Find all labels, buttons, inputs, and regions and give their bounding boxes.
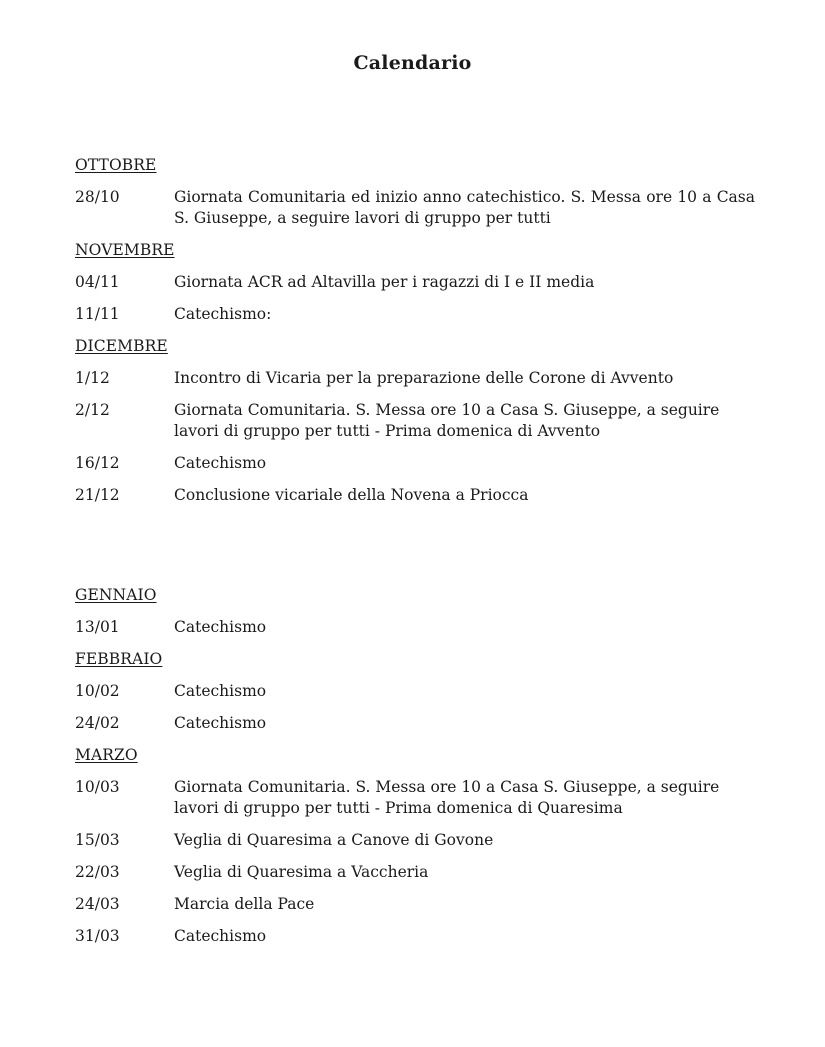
event-row (75, 830, 755, 851)
event-date: 2/12 (75, 401, 110, 419)
month-heading-dicembre: DICEMBRE (75, 337, 168, 355)
event-date: 04/11 (75, 273, 120, 291)
event-description: Catechismo (174, 618, 267, 636)
event-row (75, 777, 755, 819)
event-date: 24/02 (75, 714, 120, 732)
event-date: 11/11 (75, 305, 120, 323)
event-date: 13/01 (75, 618, 120, 636)
event-description: Giornata Comunitaria. S. Messa ore 10 a Casa S. Giuseppe, a seguire lavori di gruppo per tutti - Prima domenica di Avvento (174, 401, 720, 440)
event-date: 1/12 (75, 369, 110, 387)
event-description: Giornata Comunitaria ed inizio anno catechistico. S. Messa ore 10 a Casa S. Giuseppe, a seguire lavori di gruppo per tutti (174, 188, 755, 227)
event-description: Catechismo (174, 714, 267, 732)
event-description: Catechismo (174, 682, 267, 700)
event-row (75, 272, 755, 293)
event-description: Veglia di Quaresima a Vaccheria (174, 863, 429, 881)
month-heading-febbraio: FEBBRAIO (75, 650, 163, 668)
month-heading-ottobre: OTTOBRE (75, 156, 157, 174)
event-date: 10/03 (75, 778, 120, 796)
event-row (75, 894, 755, 915)
event-row (75, 713, 755, 734)
event-row (75, 485, 755, 506)
event-row (75, 400, 755, 442)
event-description: Giornata ACR ad Altavilla per i ragazzi di I e II media (174, 273, 595, 291)
event-date: 22/03 (75, 863, 120, 881)
event-row (75, 926, 755, 947)
event-date: 15/03 (75, 831, 120, 849)
event-date: 21/12 (75, 486, 120, 504)
event-description: Giornata Comunitaria. S. Messa ore 10 a Casa S. Giuseppe, a seguire lavori di gruppo per tutti - Prima domenica di Quaresima (174, 778, 720, 817)
event-row (75, 862, 755, 883)
event-description: Catechismo: (174, 305, 272, 323)
event-date: 10/02 (75, 682, 120, 700)
event-row (75, 187, 755, 229)
event-description: Incontro di Vicaria per la preparazione delle Corone di Avvento (174, 369, 674, 387)
event-row (75, 304, 755, 325)
event-description: Marcia della Pace (174, 895, 315, 913)
event-row (75, 617, 755, 638)
section-spacer (75, 517, 755, 585)
event-date: 31/03 (75, 927, 120, 945)
event-description: Catechismo (174, 454, 267, 472)
month-heading-novembre: NOVEMBRE (75, 241, 175, 259)
event-date: 28/10 (75, 188, 120, 206)
event-row (75, 368, 755, 389)
event-description: Veglia di Quaresima a Canove di Govone (174, 831, 494, 849)
event-row (75, 453, 755, 474)
event-date: 24/03 (75, 895, 120, 913)
month-heading-gennaio: GENNAIO (75, 586, 157, 604)
calendar-content (75, 155, 755, 958)
event-description: Catechismo (174, 927, 267, 945)
page-title: Calendario (353, 52, 472, 74)
event-date: 16/12 (75, 454, 120, 472)
month-heading-marzo: MARZO (75, 746, 138, 764)
event-description: Conclusione vicariale della Novena a Priocca (174, 486, 529, 504)
event-row (75, 681, 755, 702)
